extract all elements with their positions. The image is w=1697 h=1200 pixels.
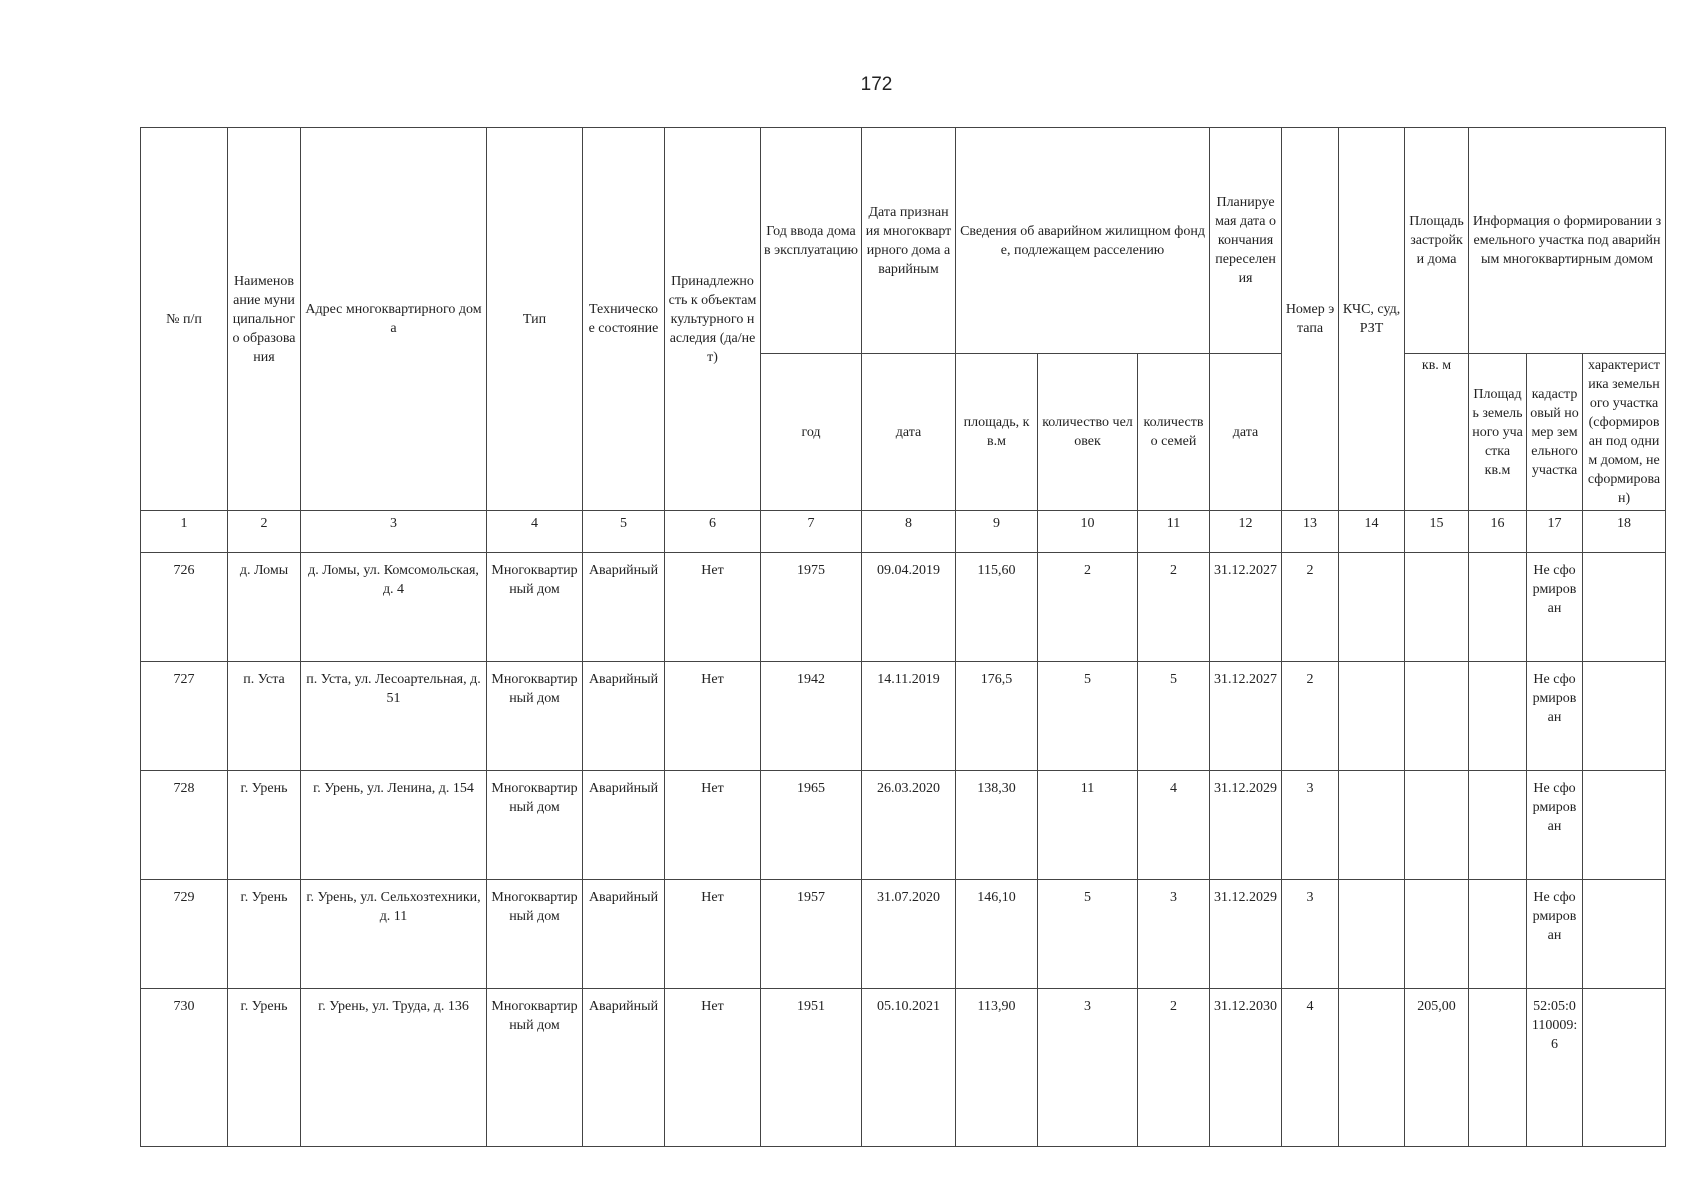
cell-planned: 31.12.2029 [1210, 880, 1282, 989]
column-number: 11 [1138, 511, 1210, 553]
cell-condition: Аварийный [583, 989, 665, 1147]
header-year-built: Год ввода дома в эксплуатацию [761, 128, 862, 354]
cell-municipality: г. Урень [228, 989, 301, 1147]
cell-built-area [1405, 662, 1469, 771]
header-type: Тип [487, 128, 583, 511]
cell-people: 5 [1038, 662, 1138, 771]
cell-year: 1957 [761, 880, 862, 989]
cell-planned: 31.12.2027 [1210, 553, 1282, 662]
cell-kchs [1339, 771, 1405, 880]
cell-heritage: Нет [665, 771, 761, 880]
cell-land-area [1469, 662, 1527, 771]
page-number: 172 [860, 74, 893, 95]
cell-num: 726 [141, 553, 228, 662]
column-number: 6 [665, 511, 761, 553]
cell-built-area: 205,00 [1405, 989, 1469, 1147]
cell-year: 1975 [761, 553, 862, 662]
cell-families: 2 [1138, 553, 1210, 662]
cell-land-area [1469, 771, 1527, 880]
cell-year: 1965 [761, 771, 862, 880]
unit-kvm-land: кв.м [1484, 462, 1511, 478]
unit-families: количество семей [1138, 354, 1210, 511]
cell-planned: 31.12.2029 [1210, 771, 1282, 880]
unit-date: дата [862, 354, 956, 511]
cell-type: Многоквартирный дом [487, 553, 583, 662]
header-heritage: Принадлежность к объектам культурного наследия (да/нет) [665, 128, 761, 511]
cell-heritage: Нет [665, 880, 761, 989]
header-cadastral: кадастровый номер земельного участка [1527, 354, 1583, 511]
cell-cadastral: Не сформирован [1527, 553, 1583, 662]
cell-built-area [1405, 880, 1469, 989]
cell-municipality: г. Урень [228, 771, 301, 880]
cell-year: 1942 [761, 662, 862, 771]
header-stage: Номер этапа [1282, 128, 1339, 511]
cell-people: 3 [1038, 989, 1138, 1147]
cell-stage: 2 [1282, 553, 1339, 662]
emergency-housing-table [140, 127, 1666, 1147]
cell-address: г. Урень, ул. Ленина, д. 154 [301, 771, 487, 880]
cell-type: Многоквартирный дом [487, 989, 583, 1147]
cell-date: 14.11.2019 [862, 662, 956, 771]
cell-cadastral: Не сформирован [1527, 662, 1583, 771]
cell-num: 728 [141, 771, 228, 880]
header-municipality: Наименование муниципального образования [228, 128, 301, 511]
data-rows [141, 553, 1666, 1147]
header-condition: Техническое состояние [583, 128, 665, 511]
cell-families: 5 [1138, 662, 1210, 771]
header-kchs: КЧС, суд, РЗТ [1339, 128, 1405, 511]
cell-planned: 31.12.2030 [1210, 989, 1282, 1147]
column-number: 18 [1583, 511, 1666, 553]
cell-land-char [1583, 771, 1666, 880]
header-row-1 [141, 128, 1666, 354]
cell-area: 138,30 [956, 771, 1038, 880]
cell-condition: Аварийный [583, 880, 665, 989]
cell-stage: 3 [1282, 771, 1339, 880]
cell-people: 2 [1038, 553, 1138, 662]
table-row [141, 880, 1666, 989]
unit-kvm-built: кв. м [1405, 354, 1469, 511]
cell-kchs [1339, 880, 1405, 989]
cell-address: г. Урень, ул. Труда, д. 136 [301, 989, 487, 1147]
cell-date: 31.07.2020 [862, 880, 956, 989]
header-land-info: Информация о формировании земельного участка под аварийным многоквартирным домом [1469, 128, 1666, 354]
cell-area: 113,90 [956, 989, 1038, 1147]
cell-area: 146,10 [956, 880, 1038, 989]
header-num: № п/п [141, 128, 228, 511]
cell-num: 730 [141, 989, 228, 1147]
header-planned-end: Планируемая дата окончания переселения [1210, 128, 1282, 354]
cell-land-area [1469, 989, 1527, 1147]
cell-date: 26.03.2020 [862, 771, 956, 880]
cell-type: Многоквартирный дом [487, 662, 583, 771]
cell-kchs [1339, 553, 1405, 662]
header-emergency-info: Сведения об аварийном жилищном фонде, подлежащем расселению [956, 128, 1210, 354]
column-number: 10 [1038, 511, 1138, 553]
cell-stage: 2 [1282, 662, 1339, 771]
cell-land-char [1583, 880, 1666, 989]
cell-planned: 31.12.2027 [1210, 662, 1282, 771]
header-recognition-date: Дата признания многоквартирного дома аварийным [862, 128, 956, 354]
column-number: 4 [487, 511, 583, 553]
cell-kchs [1339, 662, 1405, 771]
cell-municipality: д. Ломы [228, 553, 301, 662]
cell-condition: Аварийный [583, 771, 665, 880]
column-number: 8 [862, 511, 956, 553]
cell-families: 4 [1138, 771, 1210, 880]
cell-stage: 3 [1282, 880, 1339, 989]
cell-built-area [1405, 771, 1469, 880]
cell-date: 05.10.2021 [862, 989, 956, 1147]
cell-cadastral: Не сформирован [1527, 771, 1583, 880]
unit-year: год [761, 354, 862, 511]
cell-built-area [1405, 553, 1469, 662]
table-row [141, 553, 1666, 662]
cell-stage: 4 [1282, 989, 1339, 1147]
cell-heritage: Нет [665, 553, 761, 662]
header-address: Адрес многоквартирного дома [301, 128, 487, 511]
cell-address: п. Уста, ул. Лесоартельная, д. 51 [301, 662, 487, 771]
unit-people: количество человек [1038, 354, 1138, 511]
header-land-area-label: Площадь земельного участка [1472, 386, 1523, 459]
table-row [141, 771, 1666, 880]
cell-heritage: Нет [665, 662, 761, 771]
cell-num: 727 [141, 662, 228, 771]
header-land-char: характеристика земельного участка (сформирован под одним домом, не сформирован) [1583, 354, 1666, 511]
cell-type: Многоквартирный дом [487, 880, 583, 989]
column-number: 7 [761, 511, 862, 553]
column-number: 2 [228, 511, 301, 553]
cell-address: д. Ломы, ул. Комсомольская, д. 4 [301, 553, 487, 662]
cell-date: 09.04.2019 [862, 553, 956, 662]
cell-year: 1951 [761, 989, 862, 1147]
header-land-area [1469, 354, 1527, 511]
cell-land-area [1469, 880, 1527, 989]
cell-families: 2 [1138, 989, 1210, 1147]
column-numbers-row [141, 511, 1666, 553]
column-number: 9 [956, 511, 1038, 553]
cell-heritage: Нет [665, 989, 761, 1147]
cell-address: г. Урень, ул. Сельхозтехники, д. 11 [301, 880, 487, 989]
column-number: 12 [1210, 511, 1282, 553]
cell-families: 3 [1138, 880, 1210, 989]
cell-people: 5 [1038, 880, 1138, 989]
table-row [141, 662, 1666, 771]
cell-cadastral: 52:05:0110009:6 [1527, 989, 1583, 1147]
column-number: 5 [583, 511, 665, 553]
column-number: 15 [1405, 511, 1469, 553]
cell-condition: Аварийный [583, 553, 665, 662]
column-number: 14 [1339, 511, 1405, 553]
cell-people: 11 [1038, 771, 1138, 880]
cell-area: 115,60 [956, 553, 1038, 662]
column-number: 13 [1282, 511, 1339, 553]
cell-type: Многоквартирный дом [487, 771, 583, 880]
cell-municipality: п. Уста [228, 662, 301, 771]
unit-area: площадь, кв.м [956, 354, 1038, 511]
cell-land-char [1583, 662, 1666, 771]
unit-date-planned: дата [1210, 354, 1282, 511]
cell-condition: Аварийный [583, 662, 665, 771]
cell-cadastral: Не сформирован [1527, 880, 1583, 989]
column-number: 1 [141, 511, 228, 553]
cell-land-char [1583, 989, 1666, 1147]
table-row [141, 989, 1666, 1147]
column-number: 3 [301, 511, 487, 553]
column-number: 17 [1527, 511, 1583, 553]
cell-municipality: г. Урень [228, 880, 301, 989]
cell-land-char [1583, 553, 1666, 662]
cell-area: 176,5 [956, 662, 1038, 771]
column-number: 16 [1469, 511, 1527, 553]
cell-kchs [1339, 989, 1405, 1147]
header-built-area: Площадь застройки дома [1405, 128, 1469, 354]
cell-num: 729 [141, 880, 228, 989]
cell-land-area [1469, 553, 1527, 662]
